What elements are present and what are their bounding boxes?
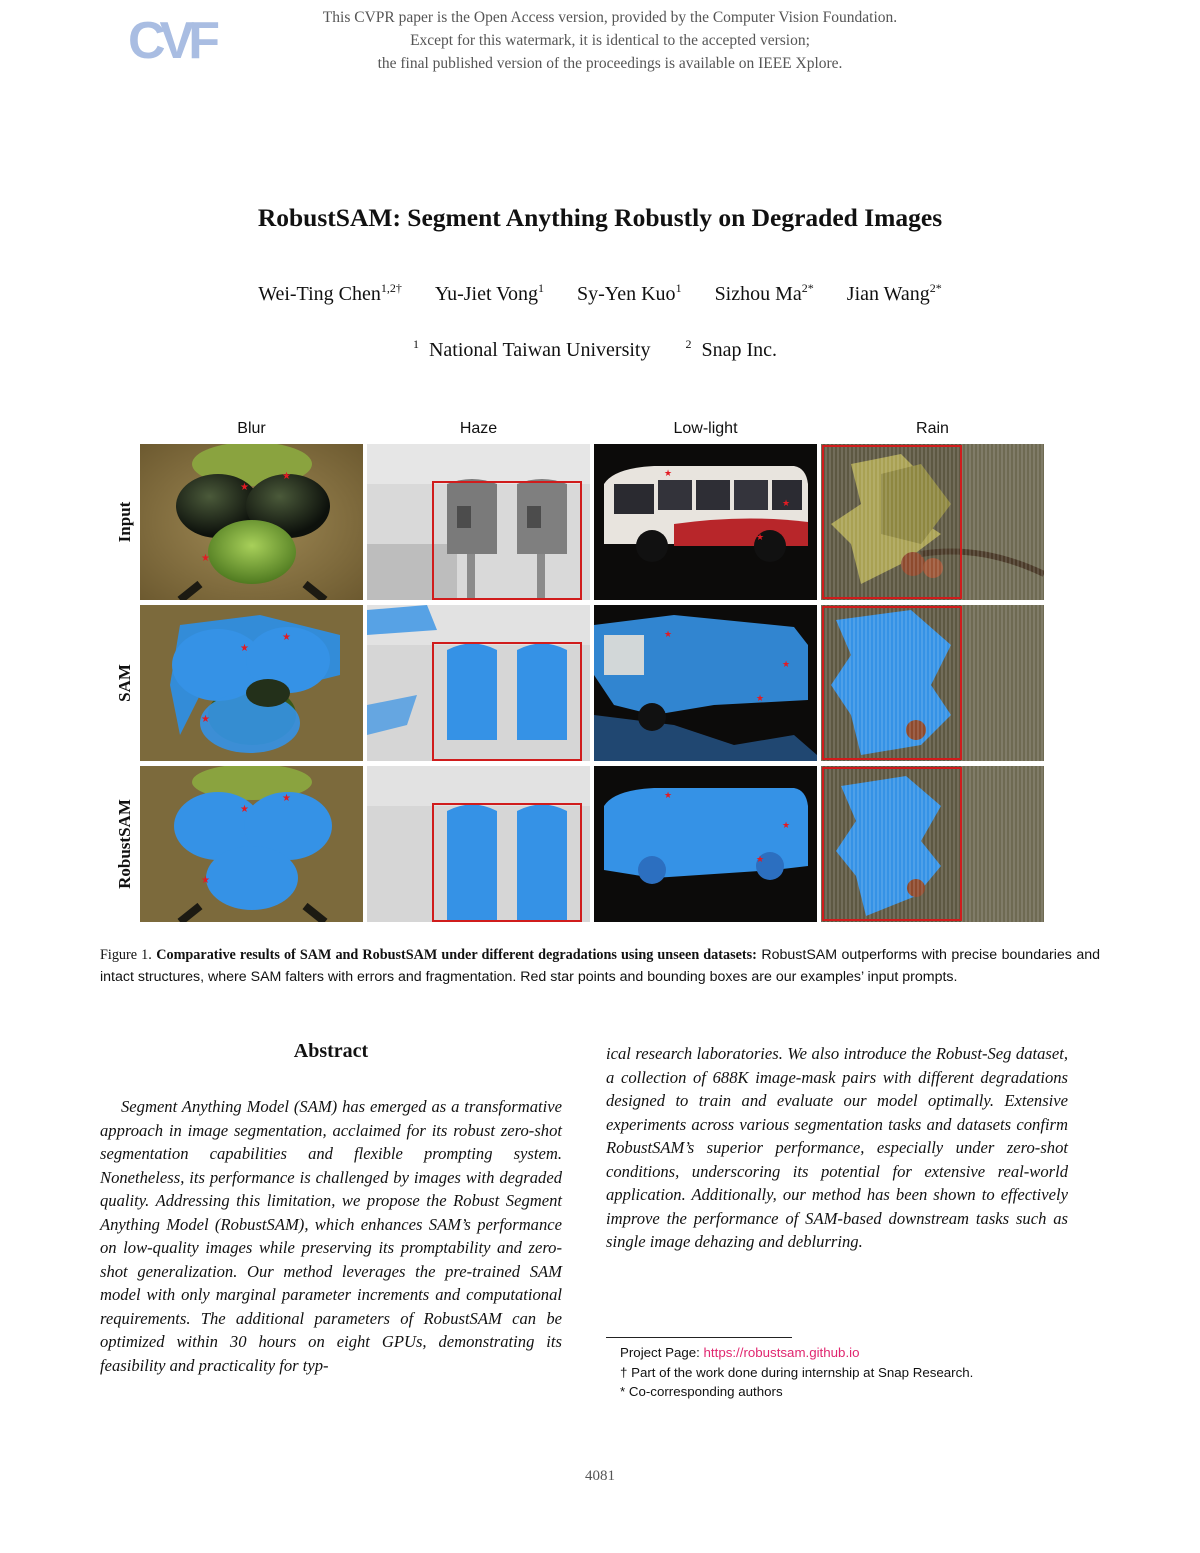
- author: Yu-Jiet Vong$^1$: [434, 281, 545, 305]
- panel-robustsam-rain: [821, 766, 1044, 922]
- panel-input-haze: [367, 444, 590, 600]
- abstract-heading: Abstract: [293, 1040, 369, 1062]
- panel-sam-blur: [140, 605, 363, 761]
- svg-text:★: ★: [756, 532, 765, 542]
- page-number: 4081: [585, 1468, 615, 1484]
- footnote-internship: † Part of the work done during internship at Snap Research.: [620, 1364, 974, 1380]
- svg-text:CVF: CVF: [128, 12, 214, 70]
- author: Jian Wang$^{2*}$: [846, 281, 942, 305]
- svg-text:★: ★: [664, 629, 673, 639]
- footnote-rule: [606, 1337, 792, 1338]
- figure-1: [100, 420, 1100, 930]
- svg-text:★: ★: [756, 854, 765, 864]
- column-header-rain: Rain: [916, 420, 949, 437]
- paper-title: RobustSAM: Segment Anything Robustly on Degraded Images: [257, 203, 943, 232]
- svg-text:★: ★: [282, 632, 291, 643]
- panel-sam-haze: [367, 605, 590, 761]
- project-page-link[interactable]: https://robustsam.github.io: [703, 1345, 860, 1360]
- panel-robustsam-haze: [367, 766, 590, 922]
- watermark-line: Except for this watermark, it is identical to the accepted version;: [410, 32, 810, 49]
- panel-input-rain: [821, 444, 1044, 600]
- footnote-corresponding: * Co-corresponding authors: [620, 1384, 783, 1399]
- row-label-robustsam: RobustSAM: [115, 799, 134, 889]
- panel-sam-low-light: [594, 605, 817, 761]
- figure-caption: [100, 944, 1100, 988]
- watermark-line: This CVPR paper is the Open Access version, provided by the Computer Vision Foundation.: [322, 9, 898, 26]
- author-list: [0, 283, 1200, 306]
- abstract-column-2: ical research laboratories. We also introduce the Robust-Seg dataset, a collection of 688K image-mask pairs with different degradations designed to train and evaluate our model optimally. Extensive experiments across various segmentation tasks and datasets confirm RobustSAM’s superior performance, especially under zero-shot conditions, underscoring its potential for extensive real-world application. Additionally, our method has been shown to effectively improve the performance of SAM-based downstream tasks such as single image dehazing and deblurring.: [606, 1044, 1068, 1251]
- svg-text:★: ★: [240, 482, 249, 493]
- caption-label: Figure 1.: [100, 947, 152, 963]
- panel-robustsam-low-light: [594, 766, 817, 922]
- watermark-line: the final published version of the proceedings is available on IEEE Xplore.: [377, 55, 843, 72]
- panel-sam-rain: [821, 605, 1044, 761]
- svg-text:★: ★: [782, 498, 791, 508]
- svg-text:★: ★: [240, 804, 249, 815]
- caption-bold: Comparative results of SAM and RobustSAM under different degradations using unseen datasets:: [156, 947, 757, 963]
- affiliation: $^2$ Snap Inc.: [685, 337, 778, 361]
- svg-text:★: ★: [282, 471, 291, 482]
- row-label-input: Input: [115, 501, 134, 543]
- cvf-logo: [128, 8, 220, 70]
- svg-text:★: ★: [664, 468, 673, 478]
- open-access-watermark: [260, 6, 960, 75]
- svg-text:★: ★: [782, 659, 791, 669]
- panel-input-low-light: [594, 444, 817, 600]
- svg-text:★: ★: [282, 793, 291, 804]
- panel-robustsam-blur: [140, 766, 363, 922]
- svg-text:★: ★: [664, 790, 673, 800]
- column-header-haze: Haze: [459, 420, 498, 437]
- footnotes: [606, 1343, 1100, 1402]
- affiliations: [0, 339, 1200, 362]
- footnote-project-page: Project Page: https://robustsam.github.io: [620, 1345, 860, 1360]
- svg-text:★: ★: [240, 643, 249, 654]
- svg-text:★: ★: [201, 553, 210, 564]
- svg-text:★: ★: [201, 714, 210, 725]
- author: Wei-Ting Chen$^{1,2\dagger}$: [258, 281, 402, 305]
- author: Sy-Yen Kuo$^1$: [577, 281, 682, 305]
- column-header-blur: Blur: [237, 420, 266, 437]
- column-header-low-light: Low-light: [673, 420, 738, 437]
- affiliation: $^1$ National Taiwan University: [412, 337, 651, 361]
- svg-text:★: ★: [756, 693, 765, 703]
- caption-text: RobustSAM outperforms with precise boundaries and intact structures, where SAM falters with errors and fragmentation. Red star points and bounding boxes are our examples’ input prompts.: [100, 947, 1100, 985]
- panel-input-blur: [140, 444, 363, 600]
- row-label-sam: SAM: [115, 664, 134, 702]
- author: Sizhou $Ma^{2*}$: [714, 281, 814, 305]
- svg-text:★: ★: [782, 820, 791, 830]
- abstract-column-1: Segment Anything Model (SAM) has emerged as a transformative approach in image segmentation, acclaimed for its robust zero-shot segmentation capabilities and flexible prompting system. Nonetheless, its performance is challenged by images with degraded quality. Addressing this limitation, we propose the Robust Segment Anything Model (RobustSAM), which enhances SAM’s performance on low-quality images while preserving its promptability and zero-shot generalization. Our method leverages the pre-trained SAM model with only marginal parameter increments and computational requirements. The additional parameters of RobustSAM can be optimized within 30 hours on eight GPUs, demonstrating its feasibility and practicality for typ-: [100, 1097, 562, 1375]
- svg-text:★: ★: [201, 875, 210, 886]
